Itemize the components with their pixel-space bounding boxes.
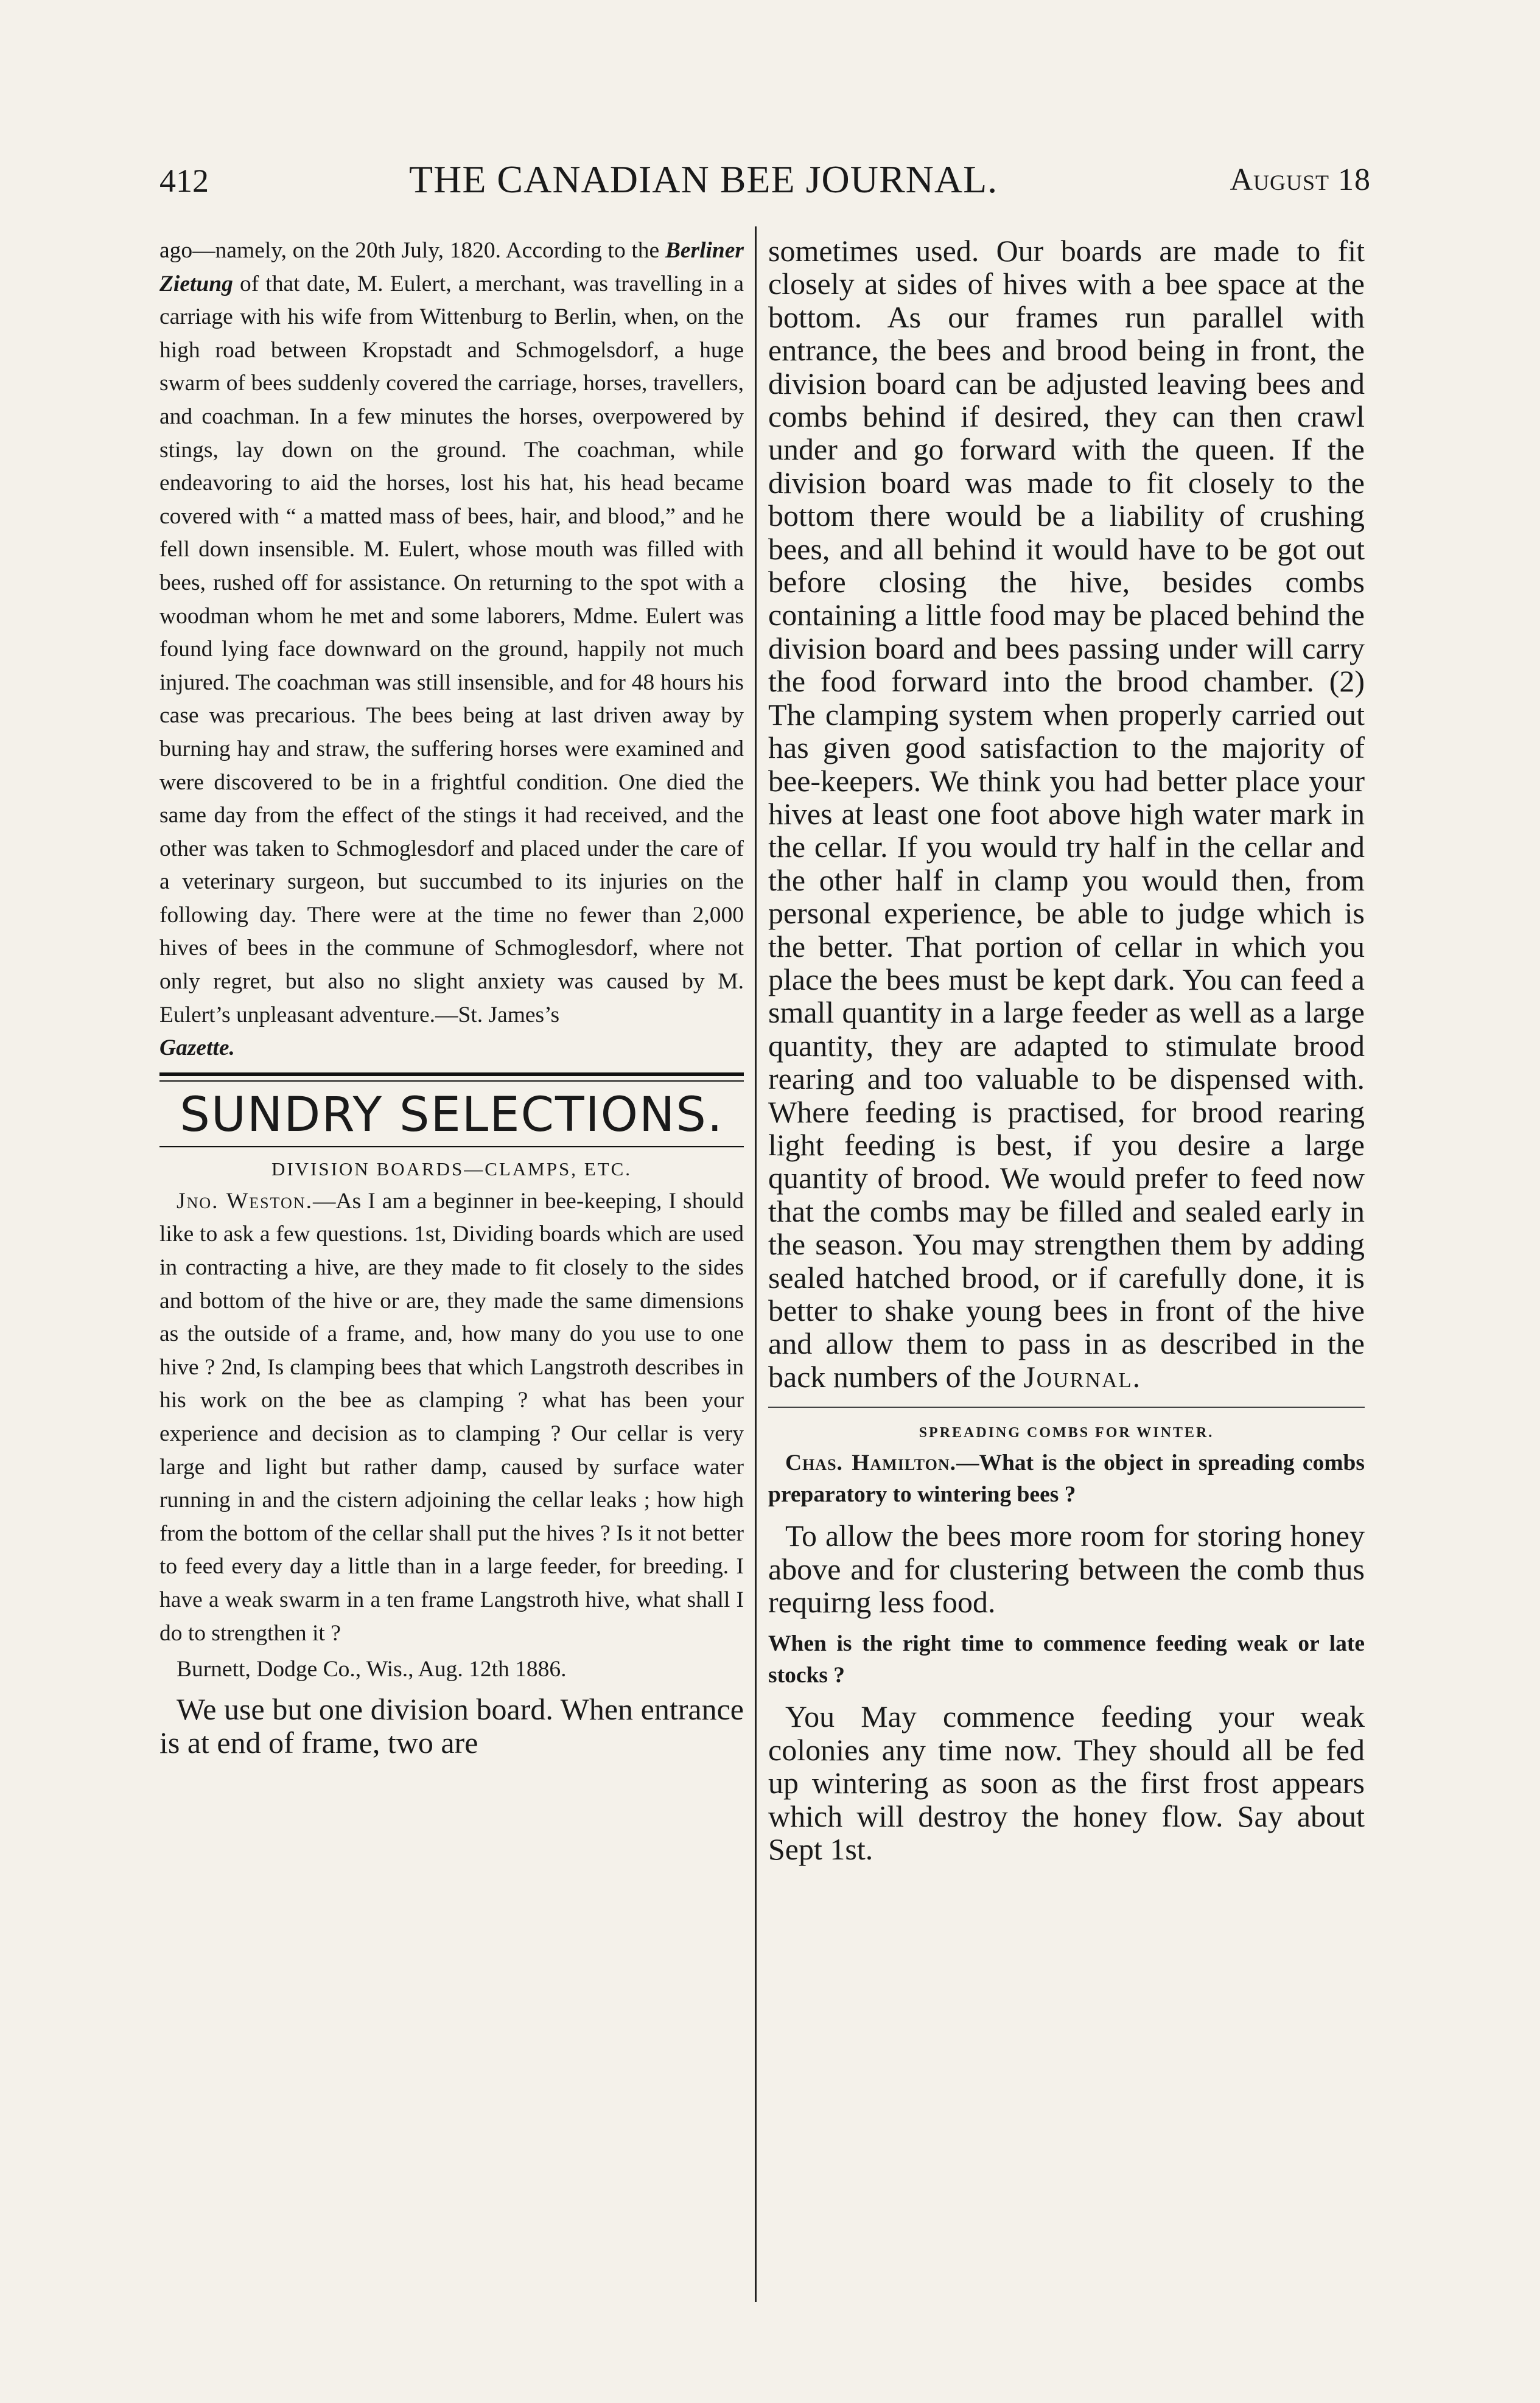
answer-continued bbox=[768, 234, 1365, 1393]
section-title: SUNDRY SELECTIONS. bbox=[180, 1087, 724, 1142]
section-rule-thin bbox=[159, 1146, 744, 1147]
right-column bbox=[768, 234, 1365, 1866]
article-source: Gazette. bbox=[159, 1035, 235, 1061]
question-text-2: —What is the object in spreading combs preparatory to wintering bees ? bbox=[768, 1450, 1365, 1508]
article-text-b: of that date, M. Eulert, a merchant, was travelling in a carriage with his wife from Wittenburg to Berlin, when, on the high road between Kropstadt and Schmogelsdorf, a huge swarm of bees suddenly covered the carriage, horses, travellers, and coachman. In a few minutes the horses, overpowered by stings, lay down on the ground. The coachman, while endeavoring to aid the horses, lost his hat, his head became covered with “ a matted mass of bees, hair, and blood,” and he fell down insensible. M. Eulert, whose mouth was filled with bees, rushed off for assistance. On returning to the spot with a woodman whom he met and some laborers, Mdme. Eulert was found lying face downward on the ground, happily not much injured. The coachman was still insensible, and for 48 hours his case was precarious. The bees being at last driven away by burning hay and straw, the suffering horses were examined and were discovered to be in a frightful condition. One died the same day from the effect of the stings it had received, and the other was taken to Schmoglesdorf and placed under the care of a veterinary surgeon, but succumbed to its injuries on the following day. There were at the time no fewer than 2,000 hives of bees in the commune of Schmoglesdorf, where not only regret, but also no slight anxiety was caused by M. Eulert’s unpleasant adventure.—St. James’s bbox=[159, 271, 744, 1027]
page-header bbox=[159, 157, 1371, 212]
article-text-a: ago—namely, on the 20th July, 1820. According to the bbox=[159, 238, 660, 263]
answer-start: We use but one division board. When entrance is at end of frame, two are bbox=[159, 1692, 744, 1760]
question-weston bbox=[159, 1185, 744, 1650]
column-divider bbox=[755, 226, 757, 2302]
journal-title: THE CANADIAN BEE JOURNAL. bbox=[409, 158, 998, 201]
answer-spreading: To allow the bees more room for storing honey above and for clustering between the comb thus requirng less food. bbox=[768, 1519, 1365, 1620]
question-feeding: When is the right time to commence feeding weak or late stocks ? bbox=[768, 1631, 1365, 1688]
question-location: Burnett, Dodge Co., Wis., Aug. 12th 1886. bbox=[177, 1657, 567, 1682]
question-text: —As I am a beginner in bee-keeping, I should like to ask a few questions. 1st, Dividing boards which are used in contracting a hive, are they made to fit closely to the sides and bottom of the hive or are, they made the same dimensions as the outside of a frame, and, how many do you use to one hive ? 2nd, Is clamping bees that which Langstroth describes in his work on the bee as clamping ? what has been your experience and decision as to clamping ? Our cellar is very large and light but rather damp, caused by surface water running in and the cistern adjoining the cellar leaks ; how high from the bottom of the cellar shall put the hives ? Is it not better to feed every day a little than in a large feeder, for breeding. I have a weak swarm in a ten frame Langstroth hive, what shall I do to strengthen it ? bbox=[159, 1188, 744, 1646]
questioner-name: Jno. Weston. bbox=[177, 1188, 313, 1214]
spreading-combs-subhead: SPREADING COMBS FOR WINTER. bbox=[919, 1425, 1214, 1441]
answer-feeding: You May commence feeding your weak colonies any time now. They should all be fed up wintering as soon as the first frost appears which will destroy the honey flow. Say about Sept 1st. bbox=[768, 1699, 1365, 1867]
answer-rule bbox=[768, 1407, 1365, 1408]
answer-text: sometimes used. Our boards are made to fit closely at sides of hives with a bee space at the bottom. As our frames run parallel with entrance, the bees and brood being in front, the division board can be adjusted leaving bees and combs behind if desired, they can then crawl under and go forward with the queen. If the division board was made to fit closely to the bottom there would be a liability of crushing bees, and all behind it would have to be got out before closing the hive, besides combs containing a little food may be placed behind the division board and bees passing under will carry the food forward into the brood chamber. (2) The clamping system when properly carried out has given good satisfaction to the majority of bee-keepers. We think you had better place your hives at least one foot above high water mark in the cellar. If you would try half in the cellar and the other half in clamp you would then, from personal experience, be able to judge which is the better. That portion of cellar in which you place the bees must be kept dark. You can feed a small quantity in a large feeder as well as a large quantity, they are adapted to stimulate brood rearing and too valuable to be dispensed with. Where feeding is practised, for brood rearing light feeding is best, if you desire a large quantity of brood. We would prefer to feed now that the combs may be filled and sealed early in the season. You may strengthen them by adding sealed hatched brood, or if carefully done, it is better to shake young bees in front of the hive and allow them to pass in as described in the back numbers of the bbox=[768, 234, 1365, 1394]
question-hamilton bbox=[768, 1447, 1365, 1511]
journal-word: Journal. bbox=[1023, 1359, 1142, 1394]
page-number: 412 bbox=[159, 163, 209, 199]
left-column bbox=[159, 234, 744, 1759]
questioner-name-2: Chas. Hamilton. bbox=[785, 1450, 957, 1476]
issue-date: August 18 bbox=[1230, 163, 1371, 197]
bee-swarm-article bbox=[159, 234, 744, 1065]
section-rule bbox=[159, 1072, 744, 1082]
newspaper-name: Berliner Zietung bbox=[159, 238, 744, 296]
question-subhead: DIVISION BOARDS—CLAMPS, ETC. bbox=[271, 1158, 632, 1180]
